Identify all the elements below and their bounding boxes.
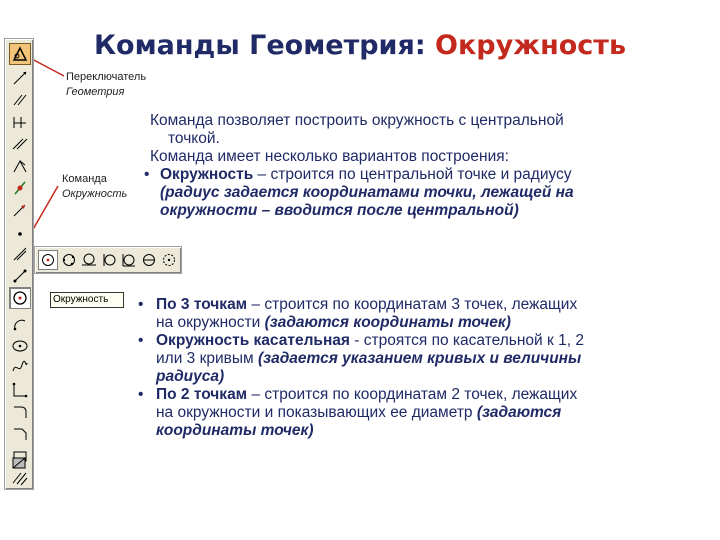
dot-tool[interactable] [9, 223, 31, 245]
circle-tangent2-icon [101, 252, 117, 268]
circle-2pt-icon [141, 252, 157, 268]
bullet-circle-text: – строится по центральной точке и радиусу [253, 166, 572, 183]
bullet-dot: • [138, 386, 144, 403]
edit-icon [11, 157, 29, 175]
intro-line-2: точкой. [168, 130, 220, 147]
circle-variants-toolbar [34, 246, 182, 274]
intro-line-3: Команда имеет несколько вариантов построения: [150, 148, 509, 165]
bullet-circle [136, 166, 710, 184]
geometry-switch-icon [11, 45, 29, 63]
chamfer-tool[interactable] [9, 423, 31, 445]
dot-icon [11, 225, 29, 243]
variants-list [138, 296, 714, 440]
param-icon [11, 179, 29, 197]
circle-command-label-2: Окружность [62, 188, 128, 200]
edit-tool[interactable] [9, 155, 31, 177]
dimensions-tool[interactable] [9, 111, 31, 133]
geometry-switch-button[interactable] [9, 43, 31, 65]
param-tool[interactable] [9, 177, 31, 199]
bullet-2pt [138, 386, 714, 404]
bullet-dot: • [138, 332, 144, 349]
point-icon [11, 69, 29, 87]
circle-icon [11, 289, 29, 307]
bullet-3pt-line-2-ital: (задаются координаты точек) [264, 314, 511, 331]
fillet-tool[interactable] [9, 401, 31, 423]
measure-icon [11, 201, 29, 219]
compact-toolbar [4, 38, 34, 490]
bullet-3pt-line-2-plain: на окружности [156, 314, 265, 331]
bullet-tangent-head: Окружность касательная [156, 332, 350, 349]
parallel-tool[interactable] [9, 89, 31, 111]
spline-tool[interactable] [9, 357, 31, 379]
circle-center-icon [40, 252, 56, 268]
bullet-2pt-line-2-plain: на окружности и показывающих ее диаметр [156, 404, 477, 421]
bullet-circle-line-3: окружности – вводится после центральной) [160, 202, 519, 219]
bullet-2pt-line-3: координаты точек) [156, 422, 314, 439]
title-accent: Окружность [435, 30, 627, 61]
bullet-2pt-text: – строится по координатам 2 точек, лежащих [247, 386, 578, 403]
intro-line-1: Команда позволяет построить окружность с центральной [150, 112, 564, 129]
intro-block [144, 112, 710, 220]
dimension-lines-icon [11, 135, 29, 153]
bullet-circle-line-2: (радиус задается координатами точки, лежащей на [160, 184, 574, 201]
bullet-3pt [138, 296, 714, 314]
bullet-3pt-line-2 [138, 314, 714, 332]
bullet-2pt-head: По 2 точкам [156, 386, 248, 403]
fill-icon [10, 454, 28, 472]
ellipse-tool[interactable] [9, 335, 31, 357]
page-title [0, 30, 720, 61]
circle-tangent-button[interactable] [79, 250, 99, 270]
circle-command-label-1: Команда [62, 173, 107, 185]
circle-center-button[interactable] [38, 250, 58, 270]
circle-3pt-icon [61, 252, 77, 268]
circle-tangent3-button[interactable] [119, 250, 139, 270]
polyline-icon [11, 381, 29, 399]
parallel-lines-icon [11, 91, 29, 109]
bullet-tangent-line-2-ital: (задается указанием кривых и величины [258, 350, 582, 367]
polyline-tool[interactable] [9, 379, 31, 401]
bullet-circle-head: Окружность [160, 166, 254, 183]
geometry-switch-callout [66, 70, 146, 100]
measure-tool[interactable] [9, 199, 31, 221]
bullet-tangent-line-3: радиуса) [156, 368, 225, 385]
fillet-icon [11, 403, 29, 421]
circle-command-callout [62, 172, 127, 202]
bullet-dot: • [138, 296, 144, 313]
circle-tooltip: Окружность [50, 292, 124, 308]
circle-tangent-icon [81, 252, 97, 268]
bullet-3pt-text: – строится по координатам 3 точек, лежащих [247, 296, 578, 313]
spline-icon [11, 359, 29, 377]
circle-2pt-button[interactable] [139, 250, 159, 270]
arc-icon [11, 315, 29, 333]
bullet-tangent-text: - строятся по касательной к 1, 2 [349, 332, 584, 349]
circle-tangent2-button[interactable] [99, 250, 119, 270]
point-tool[interactable] [9, 67, 31, 89]
line-icon [11, 267, 29, 285]
parallel-tool-2[interactable] [9, 133, 31, 155]
segment-icon [11, 245, 29, 263]
bullet-tangent-line-2 [138, 350, 714, 368]
geometry-switch-label-1: Переключатель [66, 71, 147, 83]
dimensions-icon [11, 113, 29, 131]
circle-arc-icon [161, 252, 177, 268]
bullet-tangent [138, 332, 714, 350]
circle-tool[interactable] [9, 287, 31, 309]
segment-tool[interactable] [9, 243, 31, 265]
arc-tool[interactable] [9, 313, 31, 335]
line-tool[interactable] [9, 265, 31, 287]
bullet-tangent-line-2-plain: или 3 кривым [156, 350, 258, 367]
bullet-3pt-head: По 3 точкам [156, 296, 248, 313]
bullet-dot: • [144, 166, 150, 183]
geometry-switch-label-2: Геометрия [66, 86, 125, 98]
circle-3pt-button[interactable] [59, 250, 79, 270]
fill-tool[interactable] [8, 452, 30, 474]
circle-tangent3-icon [121, 252, 137, 268]
circle-arc-button[interactable] [159, 250, 179, 270]
chamfer-icon [11, 425, 29, 443]
bullet-2pt-line-2 [138, 404, 714, 422]
bullet-2pt-line-2-ital: (задаются [476, 404, 562, 421]
ellipse-icon [11, 337, 29, 355]
title-plain: Команды Геометрия: [93, 30, 436, 61]
